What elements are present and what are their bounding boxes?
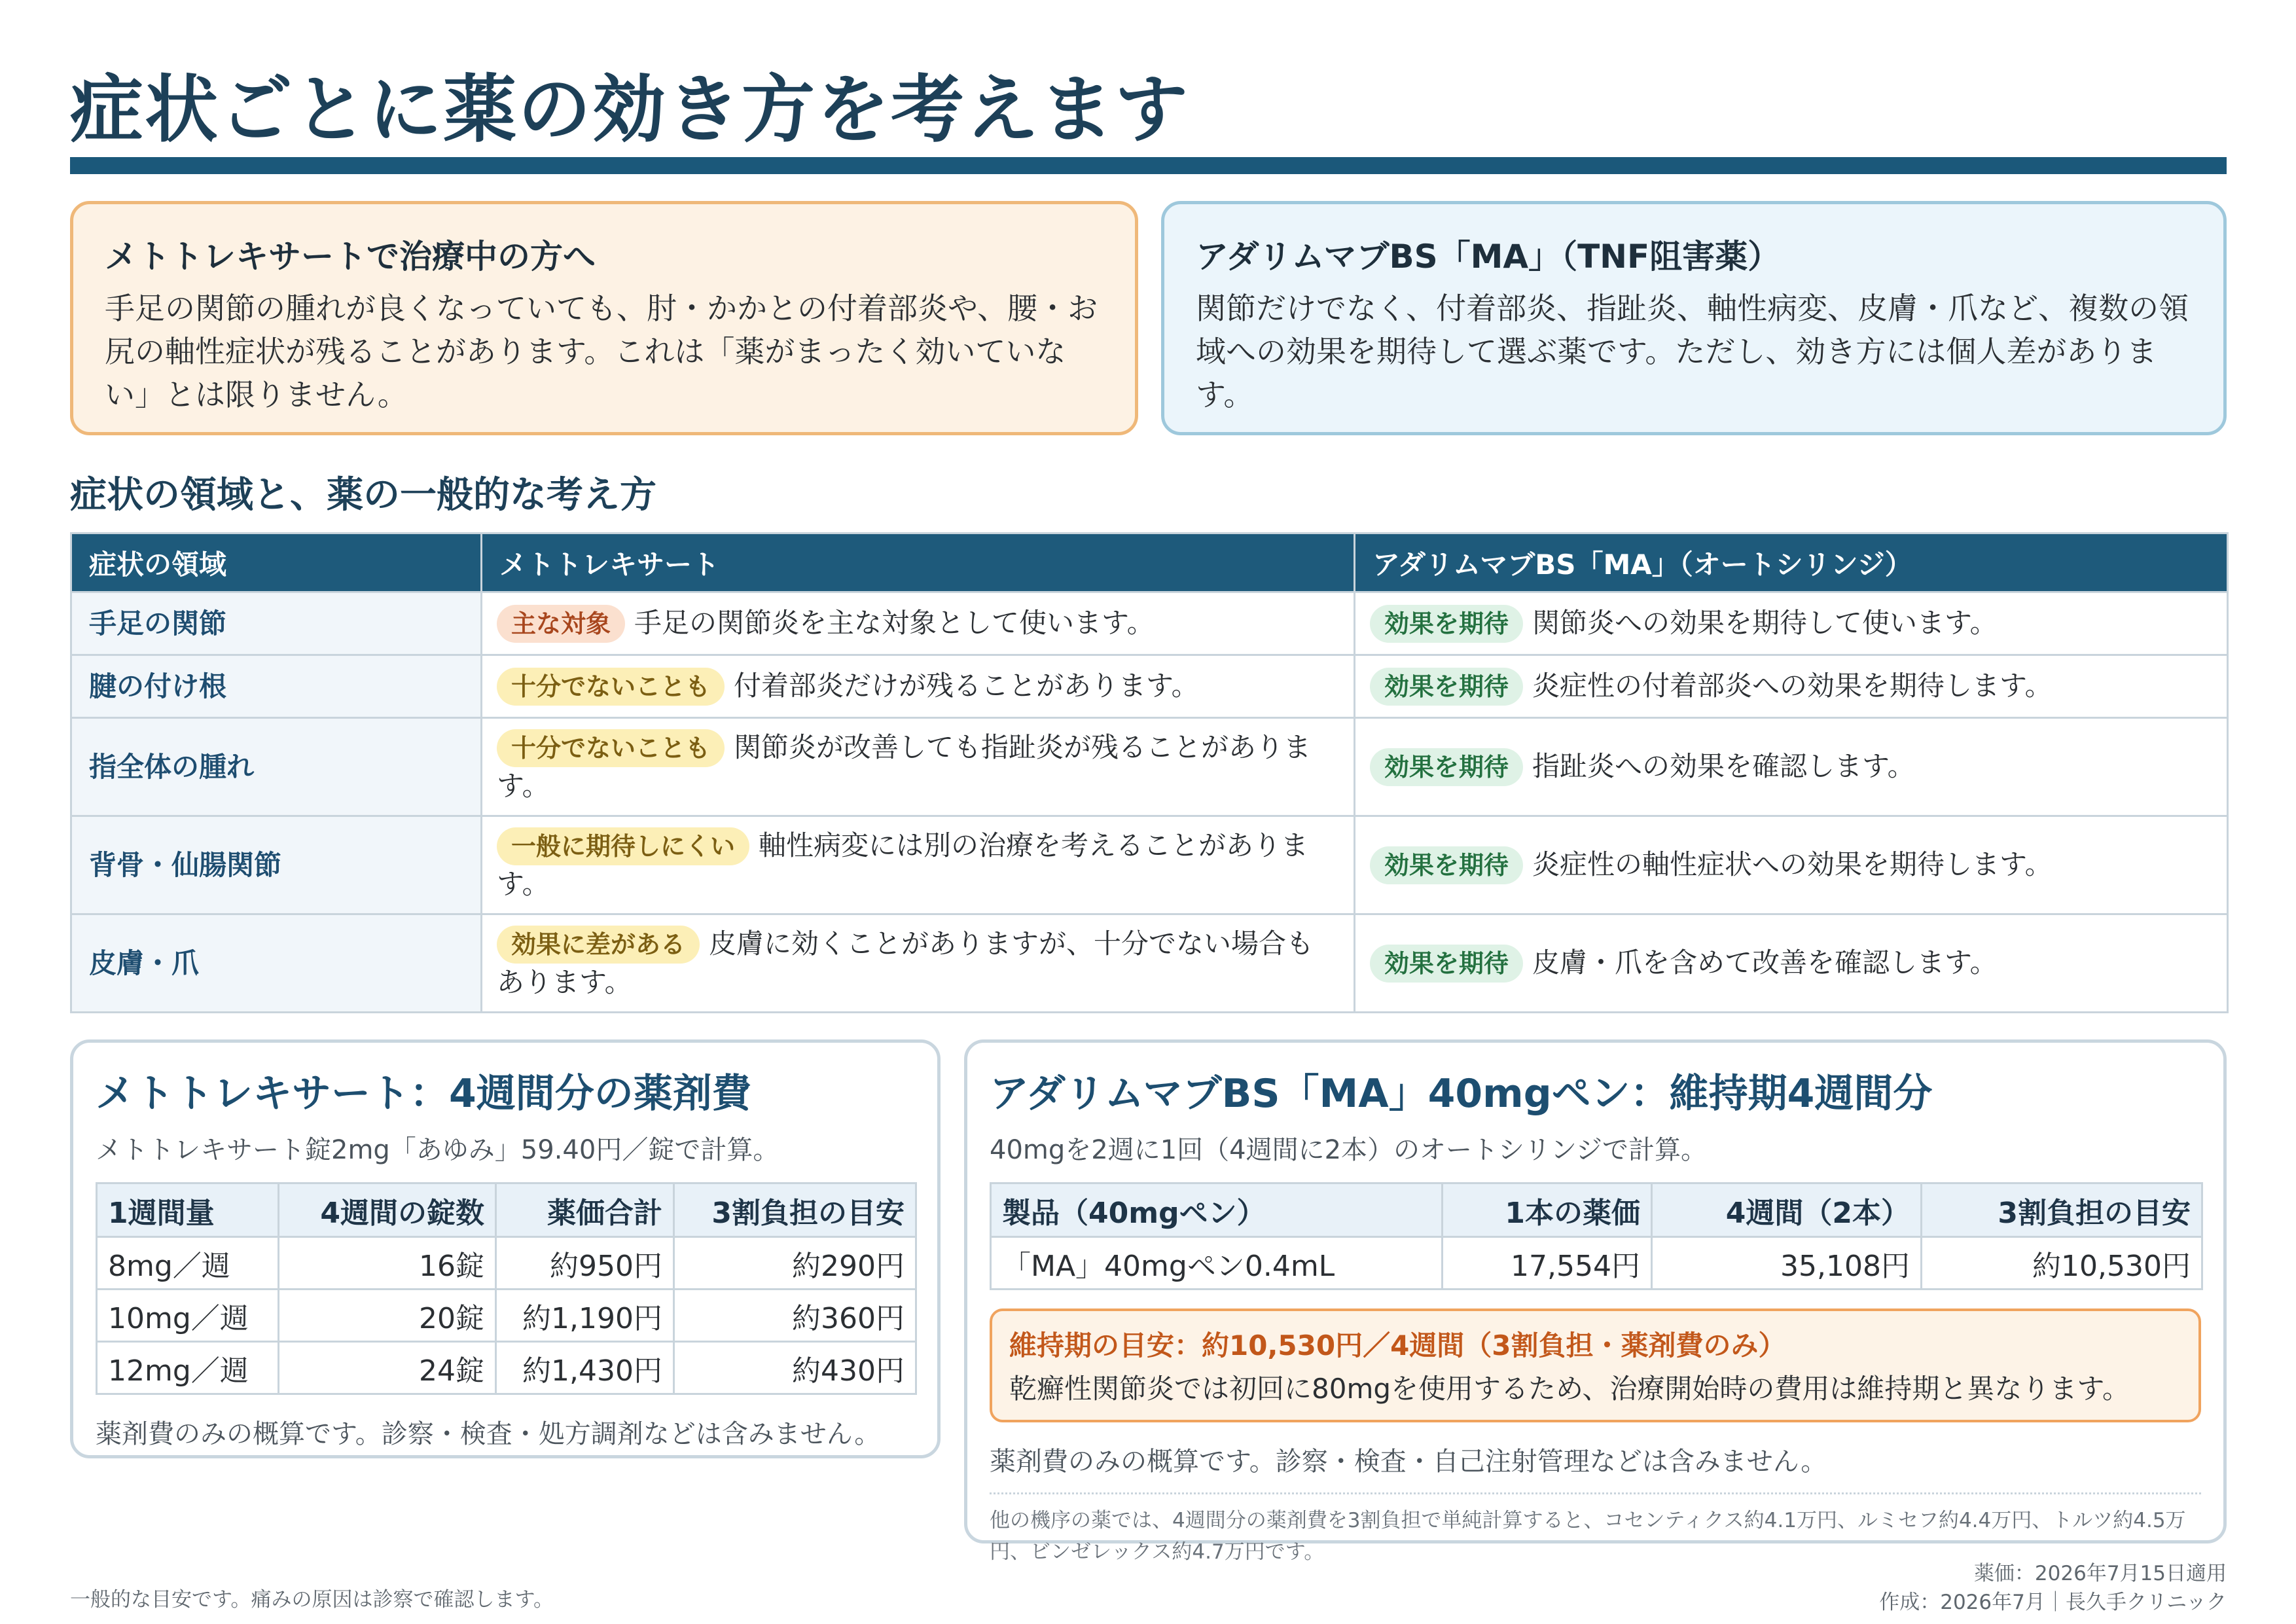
status-badge: 効果に差がある <box>497 926 700 964</box>
maintenance-highlight-box <box>990 1308 2201 1422</box>
ada-cell <box>1355 718 2228 816</box>
domain-cell: 腱の付け根 <box>71 655 482 718</box>
ada-text: 指趾炎への効果を確認します。 <box>1532 750 1915 782</box>
header-copay: 3割負担の目安 <box>674 1183 916 1237</box>
status-badge: 一般に期待しにくい <box>497 827 749 865</box>
table-row <box>71 816 2228 914</box>
mtx-info-body: 手足の関節の腫れが良くなっていても、肘・かかとの付着部炎や、腰・お尻の軸性症状が残ることがあります。これは「薬がまったく効いていない」とは限りません。 <box>105 291 1098 412</box>
mtx-text: 手足の関節炎を主な対象として使います。 <box>634 607 1155 639</box>
header-price-total: 薬価合計 <box>496 1183 674 1237</box>
table-row <box>97 1290 916 1342</box>
domain-cell: 背骨・仙腸関節 <box>71 816 482 914</box>
mtx-cost-subtitle: メトトレキサート錠2mg「あゆみ」59.40円／錠で計算。 <box>96 1135 780 1165</box>
mtx-cell <box>482 816 1355 914</box>
page-title: 症状ごとに薬の効き方を考えます <box>70 67 1189 153</box>
ada-text: 関節炎への効果を期待して使います。 <box>1532 607 1998 639</box>
tablet-count-cell: 24錠 <box>279 1342 496 1394</box>
mtx-text: 付着部炎だけが残ることがあります。 <box>734 670 1199 702</box>
ada-cost-table <box>990 1182 2203 1290</box>
footer-price-date: 薬価：2026年7月15日適用 <box>1973 1562 2227 1585</box>
domain-cell: 手足の関節 <box>71 592 482 655</box>
footer-author: 作成：2026年7月｜長久手クリニック <box>1879 1591 2227 1614</box>
table-row <box>97 1342 916 1394</box>
mtx-cell <box>482 655 1355 718</box>
tablet-count-cell: 20錠 <box>279 1290 496 1342</box>
header-product: 製品（40mgペン） <box>991 1183 1443 1237</box>
status-badge: 効果を期待 <box>1370 668 1523 706</box>
ada-text: 皮膚・爪を含めて改善を確認します。 <box>1532 947 1998 979</box>
ada-cell <box>1355 655 2228 718</box>
status-badge: 効果を期待 <box>1370 605 1523 643</box>
symptom-table-header-row <box>71 533 2228 592</box>
maintenance-highlight-heading: 維持期の目安：約10,530円／4週間（3割負担・薬剤費のみ） <box>1009 1329 1786 1362</box>
domain-cell: 皮膚・爪 <box>71 914 482 1013</box>
mtx-info-card <box>70 201 1138 435</box>
ada-cost-note: 薬剤費のみの概算です。診察・検査・自己注射管理などは含みません。 <box>990 1447 1827 1477</box>
weekly-dose-cell: 12mg／週 <box>97 1342 279 1394</box>
ada-cost-panel <box>964 1039 2227 1564</box>
ada-cost-header-row <box>991 1183 2202 1237</box>
header-domain: 症状の領域 <box>71 533 482 592</box>
mtx-cost-header-row <box>97 1183 916 1237</box>
price-total-cell: 約1,430円 <box>496 1342 674 1394</box>
weekly-dose-cell: 8mg／週 <box>97 1237 279 1290</box>
table-row <box>71 655 2228 718</box>
ada-info-card <box>1161 201 2227 435</box>
header-tablet-count: 4週間の錠数 <box>279 1183 496 1237</box>
ada-cell <box>1355 914 2228 1013</box>
table-row <box>991 1237 2202 1290</box>
ada-cell <box>1355 816 2228 914</box>
ada-text: 炎症性の付着部炎への効果を期待します。 <box>1532 670 2053 702</box>
dotted-divider <box>990 1492 2201 1494</box>
product-cell: 「MA」40mgペン0.4mL <box>991 1237 1443 1290</box>
tablet-count-cell: 16錠 <box>279 1237 496 1290</box>
weekly-dose-cell: 10mg／週 <box>97 1290 279 1342</box>
ada-cost-subtitle: 40mgを2週に1回（4週間に2本）のオートシリンジで計算。 <box>990 1135 1708 1165</box>
table-row <box>71 914 2228 1013</box>
mtx-text: 関節炎が改善しても指趾炎が残ることがあります。 <box>497 731 1312 802</box>
mtx-text: 軸性病変には別の治療を考えることがあります。 <box>497 829 1309 900</box>
ada-text: 炎症性の軸性症状への効果を期待します。 <box>1532 848 2053 880</box>
copay-cell: 約430円 <box>674 1342 916 1394</box>
section-title: 症状の領域と、薬の一般的な考え方 <box>70 474 656 516</box>
status-badge: 効果を期待 <box>1370 748 1523 786</box>
mtx-cost-title: メトトレキサート：4週間分の薬剤費 <box>96 1071 751 1117</box>
footer-meta <box>1879 1559 2227 1617</box>
ada-cell <box>1355 592 2228 655</box>
table-row <box>71 718 2228 816</box>
other-drugs-note: 他の機序の薬では、4週間分の薬剤費を3割負担で単純計算すると、コセンティクス約4.1万円、ルミセフ約4.4万円、トルツ約4.5万円、ビンゼレックス約4.7万円です。 <box>990 1509 2186 1564</box>
mtx-cell <box>482 718 1355 816</box>
status-badge: 効果を期待 <box>1370 945 1523 983</box>
symptom-table <box>70 532 2229 1013</box>
table-row <box>97 1237 916 1290</box>
copay-cell: 約290円 <box>674 1237 916 1290</box>
mtx-info-heading: メトトレキサートで治療中の方へ <box>105 238 596 276</box>
header-four-week: 4週間（2本） <box>1652 1183 1922 1237</box>
price-total-cell: 約1,190円 <box>496 1290 674 1342</box>
status-badge: 十分でないことも <box>497 729 725 767</box>
domain-cell: 指全体の腫れ <box>71 718 482 816</box>
status-badge: 主な対象 <box>497 605 625 643</box>
mtx-cost-table <box>96 1182 917 1395</box>
mtx-text: 皮膚に効くことがありますが、十分でない場合もあります。 <box>497 928 1314 998</box>
header-weekly-dose: 1週間量 <box>97 1183 279 1237</box>
header-ada: アダリムマブBS「MA」（オートシリンジ） <box>1355 533 2228 592</box>
table-row <box>71 592 2228 655</box>
ada-cost-title: アダリムマブBS「MA」40mgペン：維持期4週間分 <box>990 1071 1933 1117</box>
mtx-cost-panel <box>70 1039 941 1458</box>
mtx-cell <box>482 914 1355 1013</box>
mtx-cell <box>482 592 1355 655</box>
four-week-cell: 35,108円 <box>1652 1237 1922 1290</box>
footer-disclaimer: 一般的な目安です。痛みの原因は診察で確認します。 <box>70 1588 554 1612</box>
status-badge: 効果を期待 <box>1370 846 1523 884</box>
mtx-cost-note: 薬剤費のみの概算です。診察・検査・処方調剤などは含みません。 <box>96 1419 881 1449</box>
price-total-cell: 約950円 <box>496 1237 674 1290</box>
copay-cell: 約360円 <box>674 1290 916 1342</box>
ada-info-heading: アダリムマブBS「MA」（TNF阻害薬） <box>1196 238 1781 276</box>
title-underline <box>70 157 2227 174</box>
header-copay: 3割負担の目安 <box>1922 1183 2202 1237</box>
ada-info-body: 関節だけでなく、付着部炎、指趾炎、軸性病変、皮膚・爪など、複数の領域への効果を期待して選ぶ薬です。ただし、効き方には個人差があります。 <box>1196 291 2189 412</box>
copay-cell: 約10,530円 <box>1922 1237 2202 1290</box>
status-badge: 十分でないことも <box>497 668 725 706</box>
header-mtx: メトトレキサート <box>482 533 1355 592</box>
unit-price-cell: 17,554円 <box>1443 1237 1652 1290</box>
maintenance-highlight-body: 乾癬性関節炎では初回に80mgを使用するため、治療開始時の費用は維持期と異なります。 <box>1009 1373 2130 1405</box>
header-unit-price: 1本の薬価 <box>1443 1183 1652 1237</box>
